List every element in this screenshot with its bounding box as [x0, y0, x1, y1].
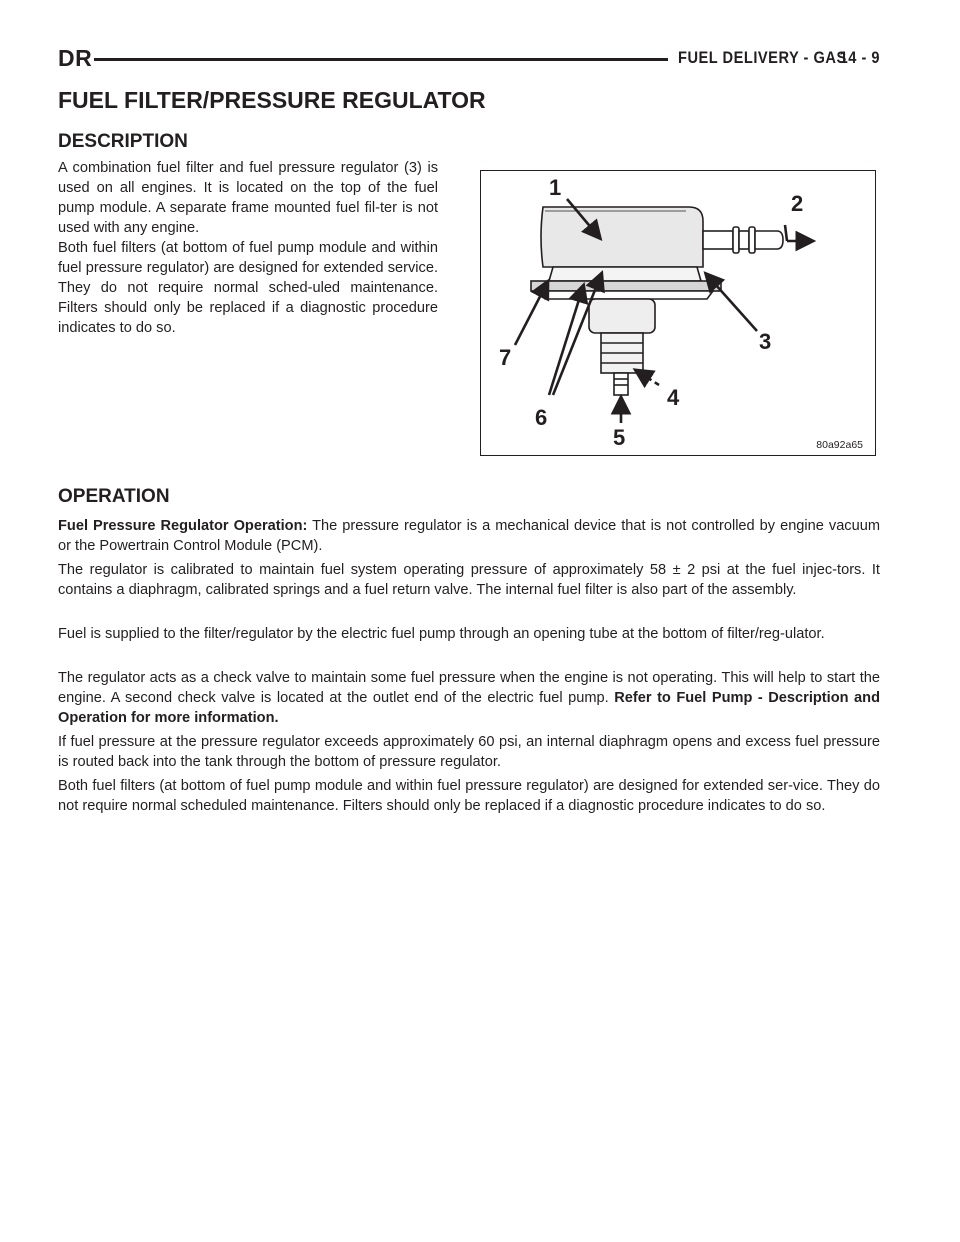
- callout-5: 5: [613, 425, 626, 450]
- header-rule: [94, 58, 668, 61]
- vehicle-code: DR: [58, 45, 93, 71]
- operation-paragraph-1-text: The pressure regulator is a mechanical device that is not controlled by engine vacuum or the Powertrain Control Module (PCM).: [58, 518, 880, 554]
- callout-4: 4: [667, 385, 680, 410]
- section-title: FUEL DELIVERY - GAS: [678, 48, 847, 67]
- description-paragraph-1: A combination fuel filter and fuel pressure regulator (3) is used on all engines. It is located on the top of the fuel pump module. A separate frame mounted fuel fil-ter is not used with any engine.: [58, 160, 438, 236]
- cross-reference: Refer to Fuel Pump - Description and Operation for more information.: [58, 690, 880, 726]
- operation-paragraph-4: [58, 668, 880, 728]
- callout-7: 7: [499, 345, 512, 370]
- operation-paragraph-2: The regulator is calibrated to maintain fuel system operating pressure of approximately 58 ± 2 psi at the fuel injec-tors. It contains a diaphragm, calibrated springs and a fuel return valve. The internal fuel filter is also part of the assembly.: [58, 562, 880, 598]
- callout-2: 2: [791, 191, 804, 216]
- page-header: [58, 44, 880, 72]
- page-number: 14 - 9: [839, 48, 880, 67]
- operation-paragraph-3: Fuel is supplied to the filter/regulator by the electric fuel pump through an opening tube at the bottom of filter/reg-ulator.: [58, 626, 825, 642]
- operation-paragraph-6: Both fuel filters (at bottom of fuel pump module and within fuel pressure regulator) are designed for extended ser-vice. They do not require normal scheduled maintenance. Filters should only be replaced if a diagnostic procedure indicates to do so.: [58, 778, 880, 814]
- regulator-illustration: [480, 170, 876, 456]
- operation-paragraph-4-text: The regulator acts as a check valve to maintain some fuel pressure when the engine is not operating. This will help to start the engine. A second check valve is located at the outlet end of the electric fuel pump.: [58, 670, 880, 706]
- callout-6: 6: [535, 405, 548, 430]
- operation-paragraph-5: If fuel pressure at the pressure regulator exceeds approximately 60 psi, an internal diaphragm opens and excess fuel pressure is routed back into the tank through the bottom of pressure regulator.: [58, 734, 880, 770]
- description-paragraph-2: Both fuel filters (at bottom of fuel pump module and within fuel pressure regulator) are designed for extended service. They do not require normal sched-uled maintenance. Filters should only be replaced if a diagnostic procedure indicates to do so.: [58, 240, 438, 336]
- description-heading: DESCRIPTION: [58, 131, 188, 152]
- regulator-drawing: [481, 171, 877, 457]
- operation-heading: OPERATION: [58, 486, 170, 507]
- callout-1: 1: [549, 175, 562, 200]
- callout-3: 3: [759, 329, 772, 354]
- figure-id: 80a92a65: [816, 439, 863, 451]
- operation-label: Fuel Pressure Regulator Operation:: [58, 518, 308, 534]
- page-title: FUEL FILTER/PRESSURE REGULATOR: [58, 87, 486, 113]
- operation-paragraph-1: [58, 516, 880, 556]
